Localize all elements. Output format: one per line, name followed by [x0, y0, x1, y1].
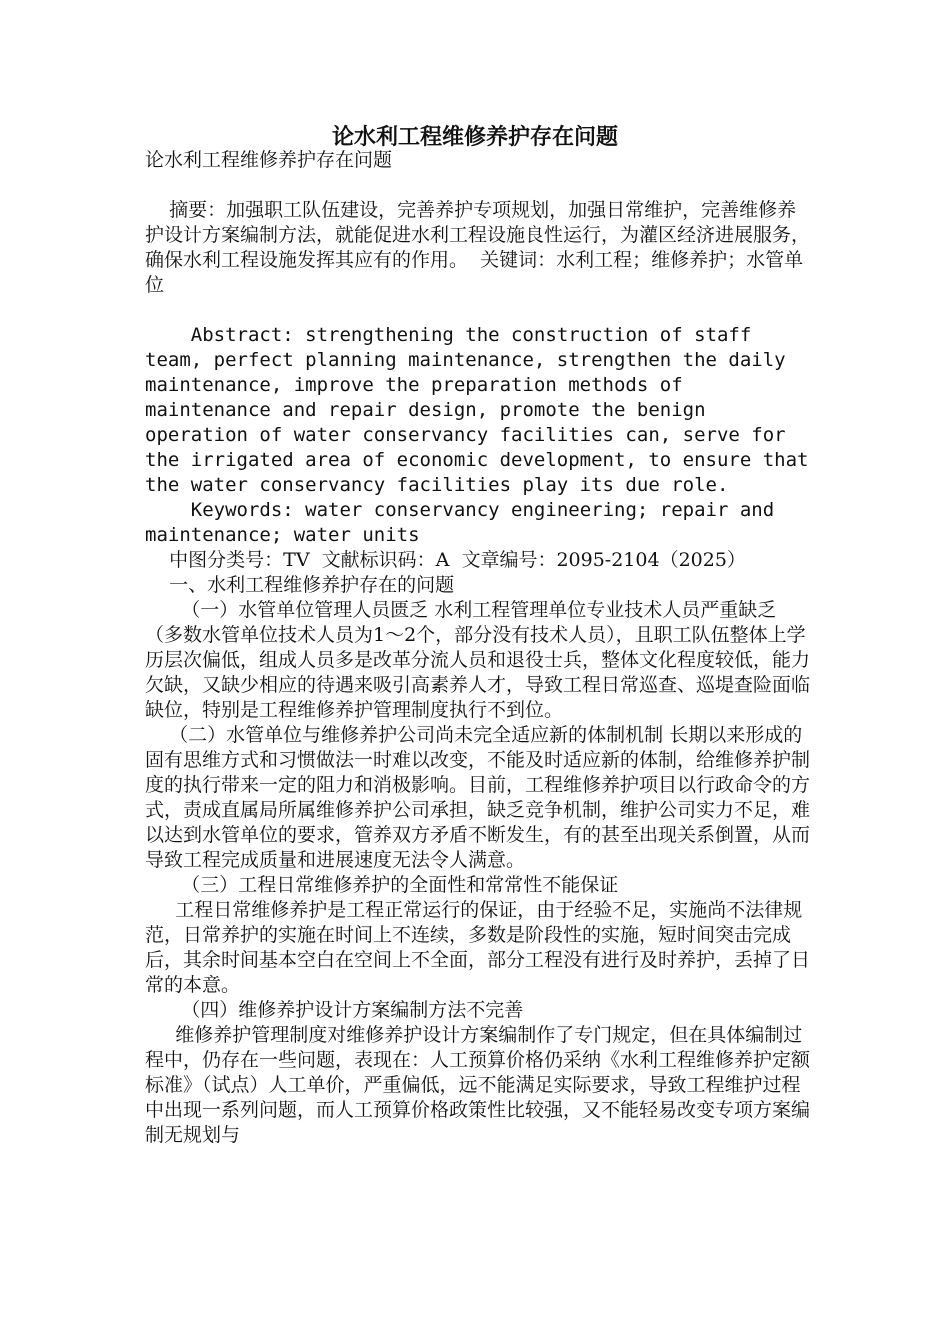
abstract-chinese: 摘要：加强职工队伍建设，完善养护专项规划，加强日常维护，完善维修养护设计方案编制方法，就能促进水利工程设施良性运行，为灌区经济进展服务，确保水利工程设施发挥其应有的作用。 关键词：水利工程；维修养护；水管单位	[145, 199, 811, 296]
blank-line	[145, 173, 813, 198]
subsection-4-body: 维修养护管理制度对维修养护设计方案编制作了专门规定，但在具体编制过程中，仍存在一些问题，表现在：人工预算价格仍采纳《水利工程维修养护定额标准》（试点）人工单价，严重偏低，远不能满足实际要求，导致工程维护过程中出现一系列问题，而人工预算价格政策性比较强，又不能轻易改变专项方案编制无规划与	[145, 1024, 811, 1146]
document-body	[145, 148, 820, 1148]
subsection-3-heading: （三）工程日常维修养护的全面性和常常性不能保证	[145, 874, 619, 896]
classification-line: 中图分类号：TV 文献标识码：A 文章编号：2095-2104（2025）	[145, 549, 746, 571]
abstract-english: Abstract: strengthening the construction of staff team, perfect planning maintenance, strengthen the daily maintenance, improve the preparation methods of maintenance and repair design, promote the benign operation of water conservancy facilities can, serve for the irrigated area of economic development, to ensure that the water conservancy facilities play its due role.	[145, 324, 820, 496]
document-title: 论水利工程维修养护存在问题	[331, 125, 618, 150]
keywords-english: Keywords: water conservancy engineering; repair and maintenance; water units	[145, 499, 786, 546]
document-subtitle: 论水利工程维修养护存在问题	[145, 149, 393, 171]
subsection-1: （一）水管单位管理人员匮乏 水利工程管理单位专业技术人员严重缺乏（多数水管单位技术人员为1～2个，部分没有技术人员），且职工队伍整体上学历层次偏低，组成人员多是改革分流人员和退役士兵，整体文化程度较低，能力欠缺，又缺少相应的待遇来吸引高素养人才，导致工程日常巡查、巡堤查险面临缺位，特别是工程维修养护管理制度执行不到位。	[145, 599, 811, 721]
section-1-heading: 一、水利工程维修养护存在的问题	[145, 574, 455, 596]
subsection-4-heading: （四）维修养护设计方案编制方法不完善	[145, 999, 524, 1021]
subsection-3-body: 工程日常维修养护是工程正常运行的保证，由于经验不足，实施尚不法律规范，日常养护的实施在时间上不连续，多数是阶段性的实施，短时间突击完成后，其余时间基本空白在空间上不全面，部分工程没有进行及时养护，丢掉了日常的本意。	[145, 899, 811, 996]
blank-line	[145, 298, 813, 323]
subsection-2: （二）水管单位与维修养护公司尚未完全适应新的体制机制 长期以来形成的固有思维方式和习惯做法一时难以改变，不能及时适应新的体制，给维修养护制度的执行带来一定的阻力和消极影响。目前，工程维修养护项目以行政命令的方式，责成直属局所属维修养护公司承担，缺乏竞争机制，维护公司实力不足，难以达到水管单位的要求，管养双方矛盾不断发生，有的甚至出现关系倒置，从而导致工程完成质量和进展速度无法令人满意。	[145, 724, 811, 871]
